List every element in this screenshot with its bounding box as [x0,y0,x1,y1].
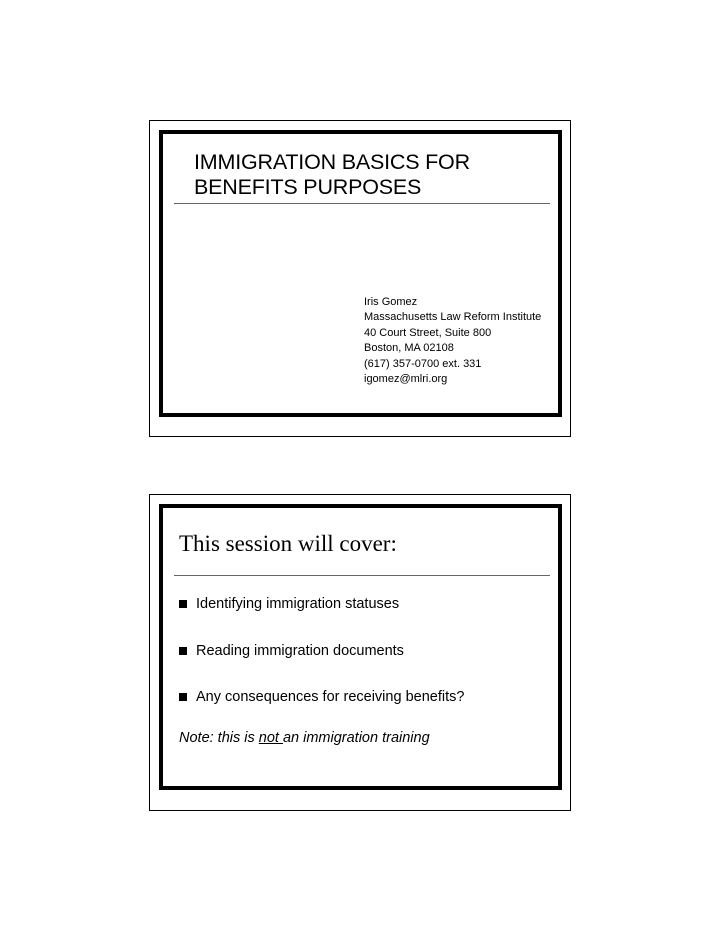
square-bullet-icon [179,693,187,701]
slide-1-frame [149,120,571,437]
list-item [179,642,404,660]
title-line-1: IMMIGRATION BASICS FOR [194,150,470,174]
contact-organization: Massachusetts Law Reform Institute [364,311,542,324]
slide-1 [159,130,562,417]
bullet-text: Identifying immigration statuses [196,596,400,612]
bullet-text: Any consequences for receiving benefits? [196,689,465,705]
square-bullet-icon [179,647,187,655]
slide-2-title: This session will cover: [179,531,397,556]
contact-city: Boston, MA 02108 [364,342,454,355]
list-item [179,595,399,613]
list-item [179,688,464,706]
title-divider [174,575,550,576]
contact-block [364,295,564,387]
slide-2-frame [149,494,571,811]
slide-2 [159,504,562,790]
note-emphasis: not [258,730,283,746]
square-bullet-icon [179,600,187,608]
title-divider [174,203,550,204]
note-prefix: Note: this is [179,730,259,746]
contact-street: 40 Court Street, Suite 800 [364,326,492,339]
note-text [179,729,430,747]
contact-phone: (617) 357-0700 ext. 331 [364,357,482,370]
slide-1-title [194,150,534,200]
title-line-2: BENEFITS PURPOSES [194,175,422,199]
bullet-text: Reading immigration documents [196,643,404,659]
contact-email: igomez@mlri.org [364,372,448,385]
note-suffix: an immigration training [282,730,430,746]
contact-name: Iris Gomez [364,296,418,308]
